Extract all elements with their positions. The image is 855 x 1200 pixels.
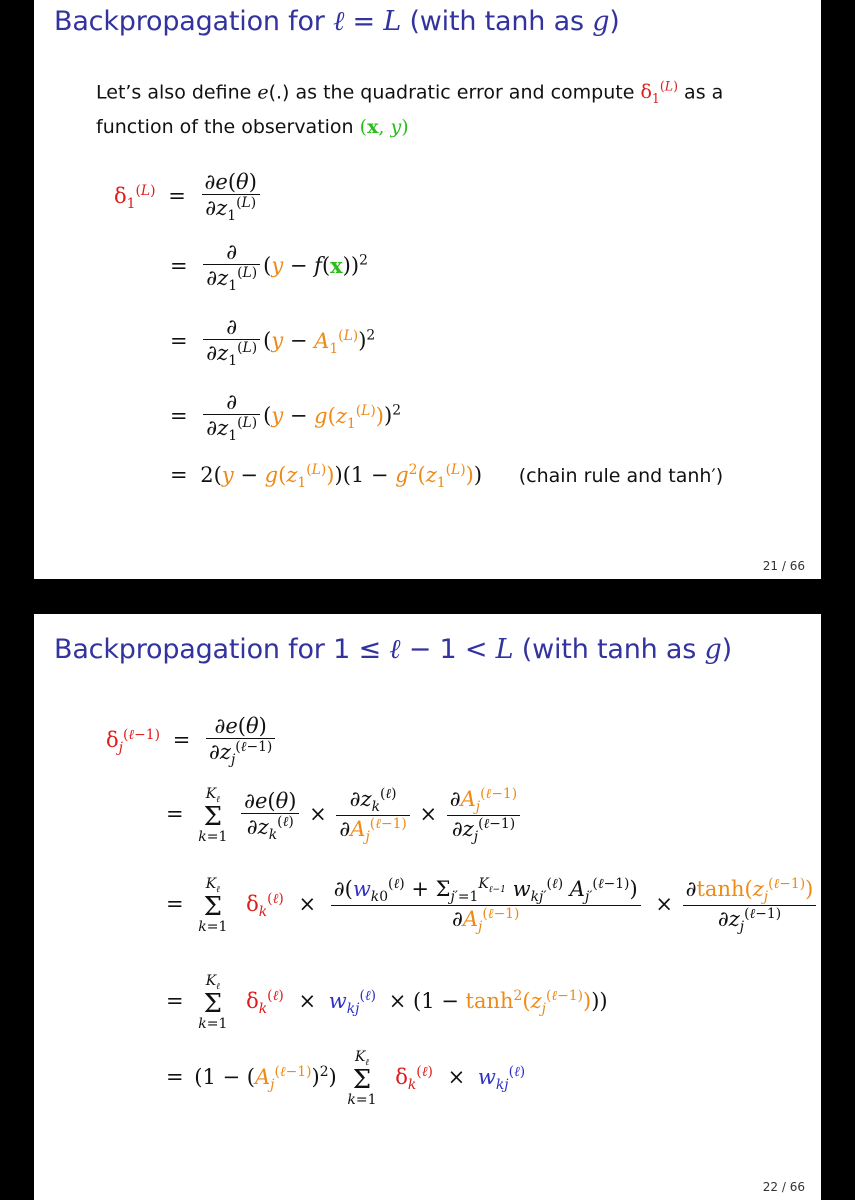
page-number: 22 / 66 (762, 1180, 805, 1194)
equation-line-4: = $\frac{\partial}{\partial z_1^{(L)}}$ $(y - g(z_1^{(L)}))^2$ (170, 390, 402, 445)
equation-line-4: = $K_\ell$ Σ k=1 $\delta_k^{(\ell)} \times w_{kj}^{(\ell)} \times (1 - \tanh^2(z_j^{(\ell-1)}))$) (166, 973, 608, 1033)
equation-line-1: $\delta_j^{(\ell-1)}$ = $\frac{\partial e(\theta)}{\partial z_j^{(\ell-1)}}$ (106, 714, 278, 768)
slide-title: Backpropagation for ℓ = L (with tanh as g) (54, 6, 620, 37)
equation-line-1: $\delta_1^{(L)}$ = $\frac{\partial e(\theta)}{\partial z_1^{(L)}}$ (114, 170, 263, 224)
page-number: 21 / 66 (762, 559, 805, 573)
equation-line-2: = $K_\ell$ Σ k=1 $\frac{\partial e(\theta)}{\partial z_k^{(\ell)}}$ × $\frac{\partial z_k^{(\ell)}}{\partial A_j^{(\ell-1)}}$ × $\frac{\partial A_j^{(\ell-1)}}{\partial z_j^{(\ell-1)}}$ (162, 786, 523, 845)
slide-22 (34, 614, 821, 1200)
slide-21 (34, 0, 821, 579)
equation-line-5: = $2(y - g(z_1^{(L)}))(1 - g^2(z_1^{(L)}))$ (chain rule and tanh′) (170, 462, 724, 492)
intro-text: Let’s also define e(.) as the quadratic error and compute $\delta_1^{(L)}$ as a function of the observation (x, y) (96, 79, 724, 139)
equation-line-5: = $(1 - (A_j^{(\ell-1)})^2)$ $K_\ell$ Σ k=1 $\delta_k^{(\ell)} \times w_{kj}^{(\ell)}$ (166, 1049, 526, 1109)
chain-rule-note: (chain rule and tanh′) (518, 465, 724, 487)
equation-line-3: = $\frac{\partial}{\partial z_1^{(L)}}$ $(y - A_1^{(L)})^2$ (170, 315, 376, 370)
slide-title: Backpropagation for 1 ≤ ℓ − 1 < L (with tanh as g) (54, 634, 732, 665)
equation-line-2: = $\frac{\partial}{\partial z_1^{(L)}}$ $(y - f(x))^2$ (170, 240, 368, 295)
equation-line-3: = $K_\ell$ Σ k=1 $\delta_k^{(\ell)}$ × $\frac{\partial(w_{k0}^{(\ell)} + \Sigma_{j'=1}^{K_{\ell-1}} w_{kj'}^{(\ell)} A_{j'}^{(\ell-1)})}{\partial A_j^{(\ell-1)}}$ × $\frac{\partial\tanh(z_j^{(\ell-1)})}{\partial z_j^{(\ell-1)}}$ (162, 876, 819, 935)
